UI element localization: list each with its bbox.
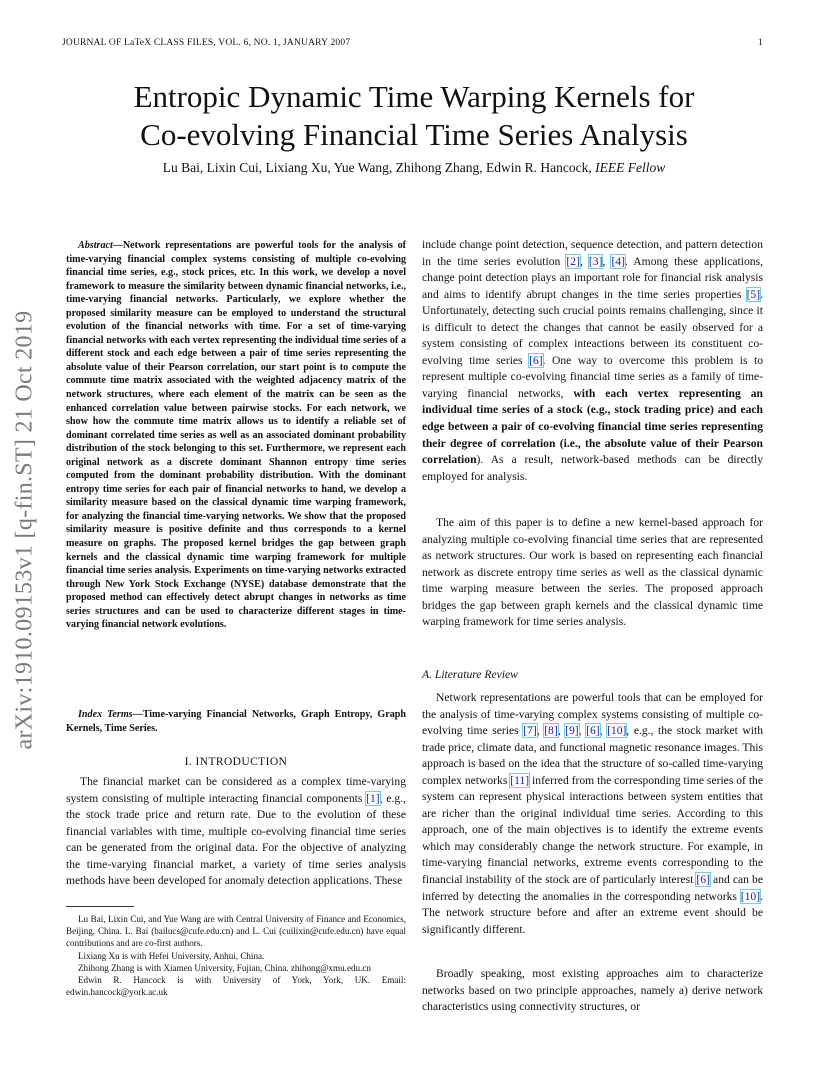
abstract-label: Abstract <box>78 240 113 251</box>
citation-link[interactable]: [11] <box>510 773 530 787</box>
body-text: Broadly speaking, most existing approaches aim to characterize networks based on two principle approaches, namely a) derive network characteristics using connectivity structures, or <box>422 967 763 1014</box>
subsection-heading-literature-review: A. Literature Review <box>422 668 518 681</box>
body-text: Network representations are powerful tools that can be employed for the analysis of time-varying complex systems consisting of multiple co-evolving time series <box>422 691 763 738</box>
section-heading-introduction: I. INTRODUCTION <box>184 756 288 768</box>
body-paragraph <box>422 966 763 1016</box>
citation-link[interactable]: [6] <box>696 873 710 887</box>
body-text: , <box>578 724 587 738</box>
citation-link[interactable]: [8] <box>544 724 558 738</box>
citation-link[interactable]: [6] <box>529 353 543 367</box>
intro-text-1: The financial market can be considered as a complex time-varying system consisting of multiple interacting financial components <box>66 775 406 805</box>
author-list <box>60 160 768 176</box>
body-paragraph <box>422 690 763 938</box>
paper-title <box>60 78 768 154</box>
footnotes <box>66 913 406 998</box>
abstract-text: —Network representations are powerful tools for the analysis of time-varying financial complex systems consisting of multiple co-evolving financial time series, e.g., stock prices, etc. In this work, we develop a novel framework to measure the similarity between dynamic financial networks, i.e., time-varying financial networks. Particularly, we explore whether the proposed similarity measure can be employed to understand the structural evolution of the financial networks with time. For a set of time-varying financial networks with each vertex representing the individual time series of a different stock and each edge between a pair of time series representing the absolute value of their Pearson correlation, our start point is to compute the commute time matrix associated with the weighted adjacency matrix of the network structures, where each element of the matrix can be seen as the enhanced correlation value between pairwise stocks. For each network, we show how the commute time matrix allows us to identify a reliable set of dominant correlated time series as well as an associated dominant probability distribution of the stock belonging to this set. Furthermore, we represent each original network as a discrete dominant Shannon entropy time series computed from the dominant probability distribution. With the dominant entropy time series for each pair of financial networks to hand, we develop a similarity measure based on the classical dynamic time warping framework, for analyzing the financial time-varying networks. We show that the proposed similarity measure is positive definite and thus corresponds to a kernel measure on graphs. The proposed kernel bridges the gap between graph kernels and the classical dynamic time warping framework for multiple financial time series analysis. Experiments on time-varying networks extracted through New York Stock Exchange (NYSE) database demonstrate that the proposed method can effectively detect abrupt changes in networks as time series structures and can be used to characterize different stages in time-varying financial network evolutions. <box>66 240 406 631</box>
body-text: . The network structure before and after an extreme event should be significantly different. <box>422 889 763 936</box>
index-terms-text: —Time-varying Financial Networks, Graph Entropy, Graph Kernels, Time Series. <box>66 709 406 734</box>
authors-names: Lu Bai, Lixin Cui, Lixiang Xu, Yue Wang, Zhihong Zhang, Edwin R. Hancock, <box>162 160 592 175</box>
citation-link[interactable]: [1] <box>366 791 380 805</box>
index-terms <box>66 708 406 735</box>
body-text: include change point detection, sequence detection, and pattern detection in the time series evolution <box>422 238 763 268</box>
footnote: Lixiang Xu is with Hefei University, Anhui, China. <box>78 950 265 961</box>
body-text: , <box>536 724 545 738</box>
body-text: The aim of this paper is to define a new kernel-based approach for analyzing multiple co-evolving financial time series that are represented as network structures. Our work is based on representing each financial network as discrete entropy time series as well as the classical dynamic time warping measure between the series. The proposed approach bridges the gap between graph kernels and the classical dynamic time warping framework for time series analysis. <box>422 516 763 629</box>
body-text: and can be inferred by detecting the anomalies in the corresponding networks <box>422 873 763 903</box>
arxiv-stamp <box>0 0 50 1072</box>
citation-link[interactable]: [5] <box>746 287 761 301</box>
footnote: Edwin R. Hancock is with University of York, York, UK. Email: edwin.hancock@york.ac.uk <box>66 975 406 998</box>
citation-link[interactable]: [10] <box>607 724 627 738</box>
citation-link[interactable]: [4] <box>611 254 625 268</box>
body-text: , <box>599 724 608 738</box>
body-paragraph <box>422 515 763 631</box>
footnote: Zhihong Zhang is with Xiamen University, Fujian, China. zhihong@xmu.edu.cn <box>78 962 371 973</box>
running-header: JOURNAL OF LaTeX CLASS FILES, VOL. 6, NO. 1, JANUARY 2007 <box>62 38 351 48</box>
body-text: ). As a result, network-based methods can be directly employed for analysis. <box>422 453 763 483</box>
body-text: . Among these applications, change point detection plays an important role for financial risk analysis and aims to identify abrupt changes in the time series properties <box>422 254 763 301</box>
body-text-bold: with each vertex representing an individual time series of a stock (e.g., stock trading price) and each edge between a pair of co-evolving financial time series representing their degree of correlation (i.e., the absolute value of their Pearson correlation <box>422 386 763 467</box>
citation-link[interactable]: [10] <box>740 889 761 903</box>
body-text: , <box>602 254 612 268</box>
citation-link[interactable]: [6] <box>586 724 600 738</box>
intro-paragraph <box>66 774 406 890</box>
citation-link[interactable]: [7] <box>523 724 537 738</box>
page-number: 1 <box>758 38 763 48</box>
index-terms-label: Index Terms <box>78 709 133 720</box>
citation-link[interactable]: [3] <box>588 254 603 268</box>
intro-text-2: , e.g., the stock trade price and return rate. Due to the evolution of these financial variables with time, multiple co-evolving financial time series can be generated from the original data. For the objective of analyzing the time-varying financial market, a variety of time series analysis methods have been developed for anomaly detection applications. These <box>66 791 406 888</box>
citation-link[interactable]: [9] <box>565 724 579 738</box>
footnote-divider <box>66 906 134 907</box>
body-text: inferred from the corresponding time series of the system can represent physical interactions between system entities that are richer than the original individual time series. According to this approach, one of the main objectives is to identify the extreme events which may considerably change the network structure. For example, in time-varying financial networks, extreme events corresponding to the financial instability of the stock are of particularly interest <box>422 773 763 887</box>
authors-fellow: IEEE Fellow <box>595 160 666 175</box>
title-line-1: Entropic Dynamic Time Warping Kernels for <box>133 79 695 114</box>
body-text: , e.g., the stock market with trade price, climate data, and functional magnetic resonance images. This approach is based on the idea that the structure of so-called time-varying complex networks <box>422 724 764 787</box>
body-text: . One way to overcome this problem is to represent multiple co-evolving financial time series as a family of time-varying financial networks, <box>422 353 763 400</box>
body-text: , <box>579 254 589 268</box>
abstract <box>66 239 406 632</box>
title-line-2: Co-evolving Financial Time Series Analysis <box>140 117 688 152</box>
body-text: . Unfortunately, detecting such crucial points remains challenging, since it is difficult to detect the changes that cannot be easily observed for a system consisting of complex inteactions between its constituent co-evolving time series <box>422 287 763 367</box>
body-paragraph <box>422 237 763 485</box>
citation-link[interactable]: [2] <box>566 254 580 268</box>
footnote: Lu Bai, Lixin Cui, and Yue Wang are with Central University of Finance and Economics, Beijing, China. L. Bai (bailucs@cufe.edu.cn) and L. Cui (cuilixin@cufe.edu.cn) have equal contributions and are co-first authors. <box>66 914 406 949</box>
arxiv-stamp-text: arXiv:1910.09153v1 [q-fin.ST] 21 Oct 2019 <box>11 310 38 750</box>
body-text: , <box>557 724 566 738</box>
